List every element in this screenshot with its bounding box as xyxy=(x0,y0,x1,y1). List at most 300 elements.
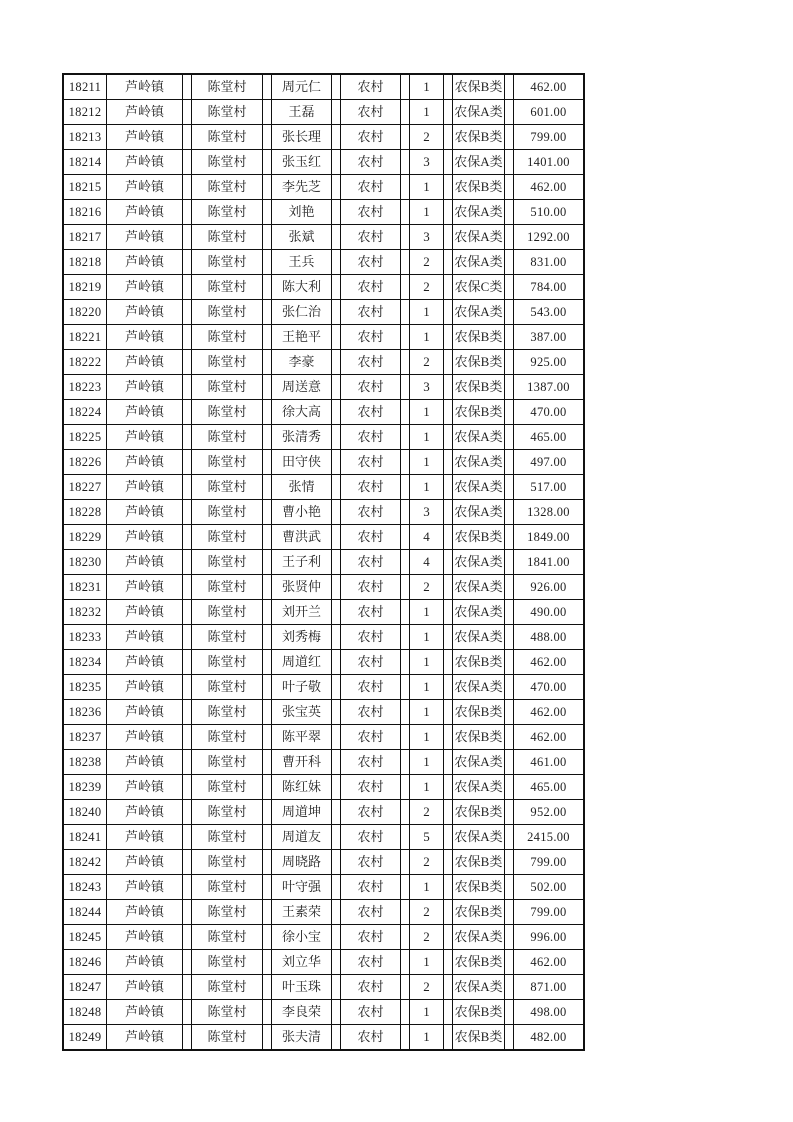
column-spacer xyxy=(183,1025,192,1051)
cell-person-count: 5 xyxy=(410,825,444,850)
cell-record-id: 18225 xyxy=(63,425,107,450)
column-spacer xyxy=(401,625,410,650)
column-spacer xyxy=(183,350,192,375)
column-spacer xyxy=(263,950,272,975)
column-spacer xyxy=(332,1025,341,1051)
table-row xyxy=(63,350,584,375)
column-spacer xyxy=(263,400,272,425)
cell-town: 芦岭镇 xyxy=(107,700,183,725)
cell-residence-type: 农村 xyxy=(341,700,401,725)
records-table-body xyxy=(63,74,584,1050)
column-spacer xyxy=(401,325,410,350)
cell-amount: 387.00 xyxy=(514,325,585,350)
column-spacer xyxy=(505,575,514,600)
cell-town: 芦岭镇 xyxy=(107,800,183,825)
column-spacer xyxy=(183,875,192,900)
column-spacer xyxy=(444,175,453,200)
cell-town: 芦岭镇 xyxy=(107,225,183,250)
column-spacer xyxy=(263,150,272,175)
cell-residence-type: 农村 xyxy=(341,500,401,525)
cell-village: 陈堂村 xyxy=(192,875,263,900)
column-spacer xyxy=(183,200,192,225)
cell-town: 芦岭镇 xyxy=(107,775,183,800)
cell-record-id: 18228 xyxy=(63,500,107,525)
cell-person-name: 张夫清 xyxy=(272,1025,332,1051)
column-spacer xyxy=(332,625,341,650)
cell-amount: 871.00 xyxy=(514,975,585,1000)
column-spacer xyxy=(332,200,341,225)
cell-person-name: 周道友 xyxy=(272,825,332,850)
cell-residence-type: 农村 xyxy=(341,975,401,1000)
cell-village: 陈堂村 xyxy=(192,450,263,475)
column-spacer xyxy=(263,500,272,525)
table-row xyxy=(63,150,584,175)
column-spacer xyxy=(444,825,453,850)
cell-town: 芦岭镇 xyxy=(107,825,183,850)
column-spacer xyxy=(263,525,272,550)
column-spacer xyxy=(183,500,192,525)
cell-insurance-category: 农保A类 xyxy=(453,300,505,325)
cell-person-name: 张贤仲 xyxy=(272,575,332,600)
table-row xyxy=(63,775,584,800)
cell-amount: 926.00 xyxy=(514,575,585,600)
column-spacer xyxy=(401,425,410,450)
cell-insurance-category: 农保B类 xyxy=(453,325,505,350)
cell-person-count: 4 xyxy=(410,550,444,575)
cell-town: 芦岭镇 xyxy=(107,150,183,175)
cell-residence-type: 农村 xyxy=(341,300,401,325)
column-spacer xyxy=(332,375,341,400)
cell-insurance-category: 农保A类 xyxy=(453,100,505,125)
table-row xyxy=(63,925,584,950)
cell-town: 芦岭镇 xyxy=(107,900,183,925)
column-spacer xyxy=(401,475,410,500)
cell-residence-type: 农村 xyxy=(341,400,401,425)
cell-village: 陈堂村 xyxy=(192,750,263,775)
cell-village: 陈堂村 xyxy=(192,775,263,800)
column-spacer xyxy=(332,125,341,150)
table-row xyxy=(63,300,584,325)
column-spacer xyxy=(401,750,410,775)
cell-insurance-category: 农保A类 xyxy=(453,750,505,775)
column-spacer xyxy=(263,225,272,250)
cell-person-count: 2 xyxy=(410,275,444,300)
column-spacer xyxy=(505,350,514,375)
cell-amount: 482.00 xyxy=(514,1025,585,1051)
table-row xyxy=(63,225,584,250)
table-row xyxy=(63,125,584,150)
cell-person-name: 王子利 xyxy=(272,550,332,575)
cell-person-name: 王素荣 xyxy=(272,900,332,925)
cell-record-id: 18222 xyxy=(63,350,107,375)
cell-record-id: 18249 xyxy=(63,1025,107,1051)
cell-insurance-category: 农保B类 xyxy=(453,900,505,925)
cell-person-name: 周送意 xyxy=(272,375,332,400)
cell-town: 芦岭镇 xyxy=(107,100,183,125)
cell-record-id: 18243 xyxy=(63,875,107,900)
column-spacer xyxy=(332,825,341,850)
column-spacer xyxy=(505,600,514,625)
cell-person-name: 曹开科 xyxy=(272,750,332,775)
cell-town: 芦岭镇 xyxy=(107,475,183,500)
cell-person-count: 2 xyxy=(410,925,444,950)
cell-record-id: 18247 xyxy=(63,975,107,1000)
column-spacer xyxy=(444,800,453,825)
cell-amount: 470.00 xyxy=(514,400,585,425)
cell-person-count: 3 xyxy=(410,225,444,250)
cell-residence-type: 农村 xyxy=(341,775,401,800)
cell-person-name: 陈大利 xyxy=(272,275,332,300)
column-spacer xyxy=(401,900,410,925)
column-spacer xyxy=(332,250,341,275)
cell-town: 芦岭镇 xyxy=(107,175,183,200)
cell-town: 芦岭镇 xyxy=(107,275,183,300)
column-spacer xyxy=(183,400,192,425)
cell-person-count: 2 xyxy=(410,850,444,875)
cell-town: 芦岭镇 xyxy=(107,950,183,975)
column-spacer xyxy=(401,850,410,875)
cell-amount: 461.00 xyxy=(514,750,585,775)
cell-residence-type: 农村 xyxy=(341,750,401,775)
cell-town: 芦岭镇 xyxy=(107,125,183,150)
column-spacer xyxy=(505,800,514,825)
cell-insurance-category: 农保B类 xyxy=(453,1000,505,1025)
column-spacer xyxy=(444,450,453,475)
cell-amount: 601.00 xyxy=(514,100,585,125)
column-spacer xyxy=(444,550,453,575)
cell-town: 芦岭镇 xyxy=(107,500,183,525)
cell-town: 芦岭镇 xyxy=(107,350,183,375)
cell-residence-type: 农村 xyxy=(341,275,401,300)
column-spacer xyxy=(401,600,410,625)
column-spacer xyxy=(505,1000,514,1025)
cell-village: 陈堂村 xyxy=(192,1025,263,1051)
column-spacer xyxy=(183,325,192,350)
cell-amount: 799.00 xyxy=(514,125,585,150)
cell-village: 陈堂村 xyxy=(192,350,263,375)
cell-village: 陈堂村 xyxy=(192,300,263,325)
cell-residence-type: 农村 xyxy=(341,175,401,200)
column-spacer xyxy=(505,650,514,675)
column-spacer xyxy=(444,400,453,425)
cell-record-id: 18232 xyxy=(63,600,107,625)
cell-amount: 799.00 xyxy=(514,850,585,875)
column-spacer xyxy=(263,700,272,725)
cell-amount: 831.00 xyxy=(514,250,585,275)
cell-insurance-category: 农保A类 xyxy=(453,625,505,650)
cell-record-id: 18227 xyxy=(63,475,107,500)
cell-village: 陈堂村 xyxy=(192,675,263,700)
cell-person-count: 1 xyxy=(410,200,444,225)
cell-residence-type: 农村 xyxy=(341,225,401,250)
column-spacer xyxy=(444,950,453,975)
cell-record-id: 18223 xyxy=(63,375,107,400)
cell-town: 芦岭镇 xyxy=(107,325,183,350)
cell-amount: 1401.00 xyxy=(514,150,585,175)
column-spacer xyxy=(505,875,514,900)
cell-amount: 510.00 xyxy=(514,200,585,225)
column-spacer xyxy=(332,575,341,600)
cell-residence-type: 农村 xyxy=(341,525,401,550)
cell-town: 芦岭镇 xyxy=(107,750,183,775)
cell-person-count: 1 xyxy=(410,625,444,650)
cell-person-count: 1 xyxy=(410,875,444,900)
column-spacer xyxy=(263,475,272,500)
column-spacer xyxy=(263,1025,272,1051)
table-row xyxy=(63,100,584,125)
column-spacer xyxy=(263,300,272,325)
cell-residence-type: 农村 xyxy=(341,200,401,225)
column-spacer xyxy=(401,350,410,375)
cell-amount: 2415.00 xyxy=(514,825,585,850)
column-spacer xyxy=(263,675,272,700)
cell-village: 陈堂村 xyxy=(192,325,263,350)
cell-person-count: 2 xyxy=(410,975,444,1000)
column-spacer xyxy=(444,600,453,625)
cell-record-id: 18241 xyxy=(63,825,107,850)
cell-record-id: 18214 xyxy=(63,150,107,175)
column-spacer xyxy=(401,74,410,100)
cell-person-count: 1 xyxy=(410,600,444,625)
column-spacer xyxy=(401,575,410,600)
table-row xyxy=(63,500,584,525)
column-spacer xyxy=(401,300,410,325)
column-spacer xyxy=(444,350,453,375)
cell-insurance-category: 农保B类 xyxy=(453,700,505,725)
cell-insurance-category: 农保B类 xyxy=(453,350,505,375)
cell-person-name: 张仁治 xyxy=(272,300,332,325)
table-row xyxy=(63,850,584,875)
column-spacer xyxy=(401,1000,410,1025)
column-spacer xyxy=(444,575,453,600)
column-spacer xyxy=(505,850,514,875)
column-spacer xyxy=(183,225,192,250)
cell-amount: 498.00 xyxy=(514,1000,585,1025)
cell-insurance-category: 农保A类 xyxy=(453,675,505,700)
cell-person-count: 2 xyxy=(410,125,444,150)
column-spacer xyxy=(444,925,453,950)
cell-village: 陈堂村 xyxy=(192,125,263,150)
column-spacer xyxy=(332,525,341,550)
column-spacer xyxy=(444,375,453,400)
column-spacer xyxy=(444,850,453,875)
cell-person-name: 张长理 xyxy=(272,125,332,150)
column-spacer xyxy=(505,450,514,475)
cell-village: 陈堂村 xyxy=(192,475,263,500)
cell-village: 陈堂村 xyxy=(192,950,263,975)
cell-person-count: 1 xyxy=(410,74,444,100)
column-spacer xyxy=(183,550,192,575)
cell-amount: 1387.00 xyxy=(514,375,585,400)
cell-person-count: 1 xyxy=(410,725,444,750)
cell-residence-type: 农村 xyxy=(341,350,401,375)
cell-person-count: 2 xyxy=(410,350,444,375)
cell-residence-type: 农村 xyxy=(341,100,401,125)
cell-person-name: 李良荣 xyxy=(272,1000,332,1025)
cell-person-name: 张清秀 xyxy=(272,425,332,450)
cell-residence-type: 农村 xyxy=(341,1000,401,1025)
cell-town: 芦岭镇 xyxy=(107,250,183,275)
column-spacer xyxy=(183,525,192,550)
cell-person-name: 徐小宝 xyxy=(272,925,332,950)
column-spacer xyxy=(263,325,272,350)
column-spacer xyxy=(505,225,514,250)
cell-record-id: 18246 xyxy=(63,950,107,975)
cell-record-id: 18213 xyxy=(63,125,107,150)
cell-record-id: 18224 xyxy=(63,400,107,425)
cell-record-id: 18235 xyxy=(63,675,107,700)
cell-insurance-category: 农保A类 xyxy=(453,500,505,525)
table-row xyxy=(63,825,584,850)
cell-amount: 799.00 xyxy=(514,900,585,925)
cell-person-name: 刘艳 xyxy=(272,200,332,225)
column-spacer xyxy=(332,725,341,750)
table-row xyxy=(63,625,584,650)
cell-person-name: 王磊 xyxy=(272,100,332,125)
cell-person-count: 3 xyxy=(410,150,444,175)
cell-residence-type: 农村 xyxy=(341,925,401,950)
column-spacer xyxy=(263,975,272,1000)
cell-amount: 502.00 xyxy=(514,875,585,900)
column-spacer xyxy=(444,150,453,175)
cell-record-id: 18216 xyxy=(63,200,107,225)
cell-residence-type: 农村 xyxy=(341,600,401,625)
column-spacer xyxy=(183,850,192,875)
column-spacer xyxy=(444,875,453,900)
cell-amount: 490.00 xyxy=(514,600,585,625)
cell-residence-type: 农村 xyxy=(341,325,401,350)
column-spacer xyxy=(332,425,341,450)
column-spacer xyxy=(505,400,514,425)
cell-town: 芦岭镇 xyxy=(107,975,183,1000)
cell-town: 芦岭镇 xyxy=(107,450,183,475)
cell-town: 芦岭镇 xyxy=(107,625,183,650)
column-spacer xyxy=(332,325,341,350)
cell-amount: 462.00 xyxy=(514,725,585,750)
column-spacer xyxy=(263,125,272,150)
column-spacer xyxy=(505,950,514,975)
column-spacer xyxy=(332,925,341,950)
table-row xyxy=(63,475,584,500)
column-spacer xyxy=(332,975,341,1000)
column-spacer xyxy=(332,800,341,825)
column-spacer xyxy=(183,725,192,750)
column-spacer xyxy=(444,975,453,1000)
column-spacer xyxy=(505,175,514,200)
cell-village: 陈堂村 xyxy=(192,850,263,875)
column-spacer xyxy=(332,550,341,575)
cell-village: 陈堂村 xyxy=(192,100,263,125)
cell-insurance-category: 农保A类 xyxy=(453,150,505,175)
cell-person-count: 2 xyxy=(410,800,444,825)
column-spacer xyxy=(505,525,514,550)
cell-amount: 470.00 xyxy=(514,675,585,700)
cell-record-id: 18211 xyxy=(63,74,107,100)
column-spacer xyxy=(505,925,514,950)
cell-record-id: 18229 xyxy=(63,525,107,550)
cell-insurance-category: 农保B类 xyxy=(453,1025,505,1051)
column-spacer xyxy=(401,950,410,975)
column-spacer xyxy=(505,1025,514,1051)
cell-insurance-category: 农保B类 xyxy=(453,125,505,150)
column-spacer xyxy=(505,250,514,275)
cell-village: 陈堂村 xyxy=(192,925,263,950)
cell-person-name: 王艳平 xyxy=(272,325,332,350)
column-spacer xyxy=(332,150,341,175)
cell-person-name: 周道坤 xyxy=(272,800,332,825)
cell-insurance-category: 农保A类 xyxy=(453,575,505,600)
cell-person-name: 周元仁 xyxy=(272,74,332,100)
column-spacer xyxy=(401,375,410,400)
column-spacer xyxy=(263,875,272,900)
cell-person-name: 陈红妹 xyxy=(272,775,332,800)
column-spacer xyxy=(183,800,192,825)
cell-amount: 1292.00 xyxy=(514,225,585,250)
cell-person-count: 1 xyxy=(410,1025,444,1051)
cell-insurance-category: 农保A类 xyxy=(453,775,505,800)
column-spacer xyxy=(444,900,453,925)
table-row xyxy=(63,875,584,900)
cell-insurance-category: 农保A类 xyxy=(453,925,505,950)
cell-person-name: 张玉红 xyxy=(272,150,332,175)
cell-residence-type: 农村 xyxy=(341,475,401,500)
cell-record-id: 18240 xyxy=(63,800,107,825)
column-spacer xyxy=(183,950,192,975)
cell-residence-type: 农村 xyxy=(341,800,401,825)
cell-village: 陈堂村 xyxy=(192,275,263,300)
cell-person-count: 1 xyxy=(410,475,444,500)
table-row xyxy=(63,750,584,775)
column-spacer xyxy=(444,250,453,275)
cell-person-count: 1 xyxy=(410,675,444,700)
cell-residence-type: 农村 xyxy=(341,850,401,875)
column-spacer xyxy=(505,200,514,225)
cell-amount: 1849.00 xyxy=(514,525,585,550)
cell-record-id: 18212 xyxy=(63,100,107,125)
cell-amount: 488.00 xyxy=(514,625,585,650)
column-spacer xyxy=(183,375,192,400)
column-spacer xyxy=(444,475,453,500)
cell-residence-type: 农村 xyxy=(341,150,401,175)
cell-person-name: 曹小艳 xyxy=(272,500,332,525)
column-spacer xyxy=(183,650,192,675)
column-spacer xyxy=(263,825,272,850)
cell-person-count: 1 xyxy=(410,750,444,775)
column-spacer xyxy=(401,200,410,225)
cell-amount: 996.00 xyxy=(514,925,585,950)
table-row xyxy=(63,1000,584,1025)
cell-person-count: 1 xyxy=(410,700,444,725)
cell-insurance-category: 农保C类 xyxy=(453,275,505,300)
column-spacer xyxy=(505,675,514,700)
cell-insurance-category: 农保B类 xyxy=(453,525,505,550)
cell-person-count: 3 xyxy=(410,375,444,400)
cell-record-id: 18237 xyxy=(63,725,107,750)
column-spacer xyxy=(444,675,453,700)
column-spacer xyxy=(263,800,272,825)
column-spacer xyxy=(183,450,192,475)
cell-amount: 462.00 xyxy=(514,950,585,975)
column-spacer xyxy=(444,100,453,125)
cell-person-count: 1 xyxy=(410,100,444,125)
column-spacer xyxy=(332,450,341,475)
column-spacer xyxy=(444,125,453,150)
column-spacer xyxy=(263,925,272,950)
column-spacer xyxy=(505,750,514,775)
column-spacer xyxy=(401,675,410,700)
column-spacer xyxy=(332,850,341,875)
column-spacer xyxy=(444,650,453,675)
